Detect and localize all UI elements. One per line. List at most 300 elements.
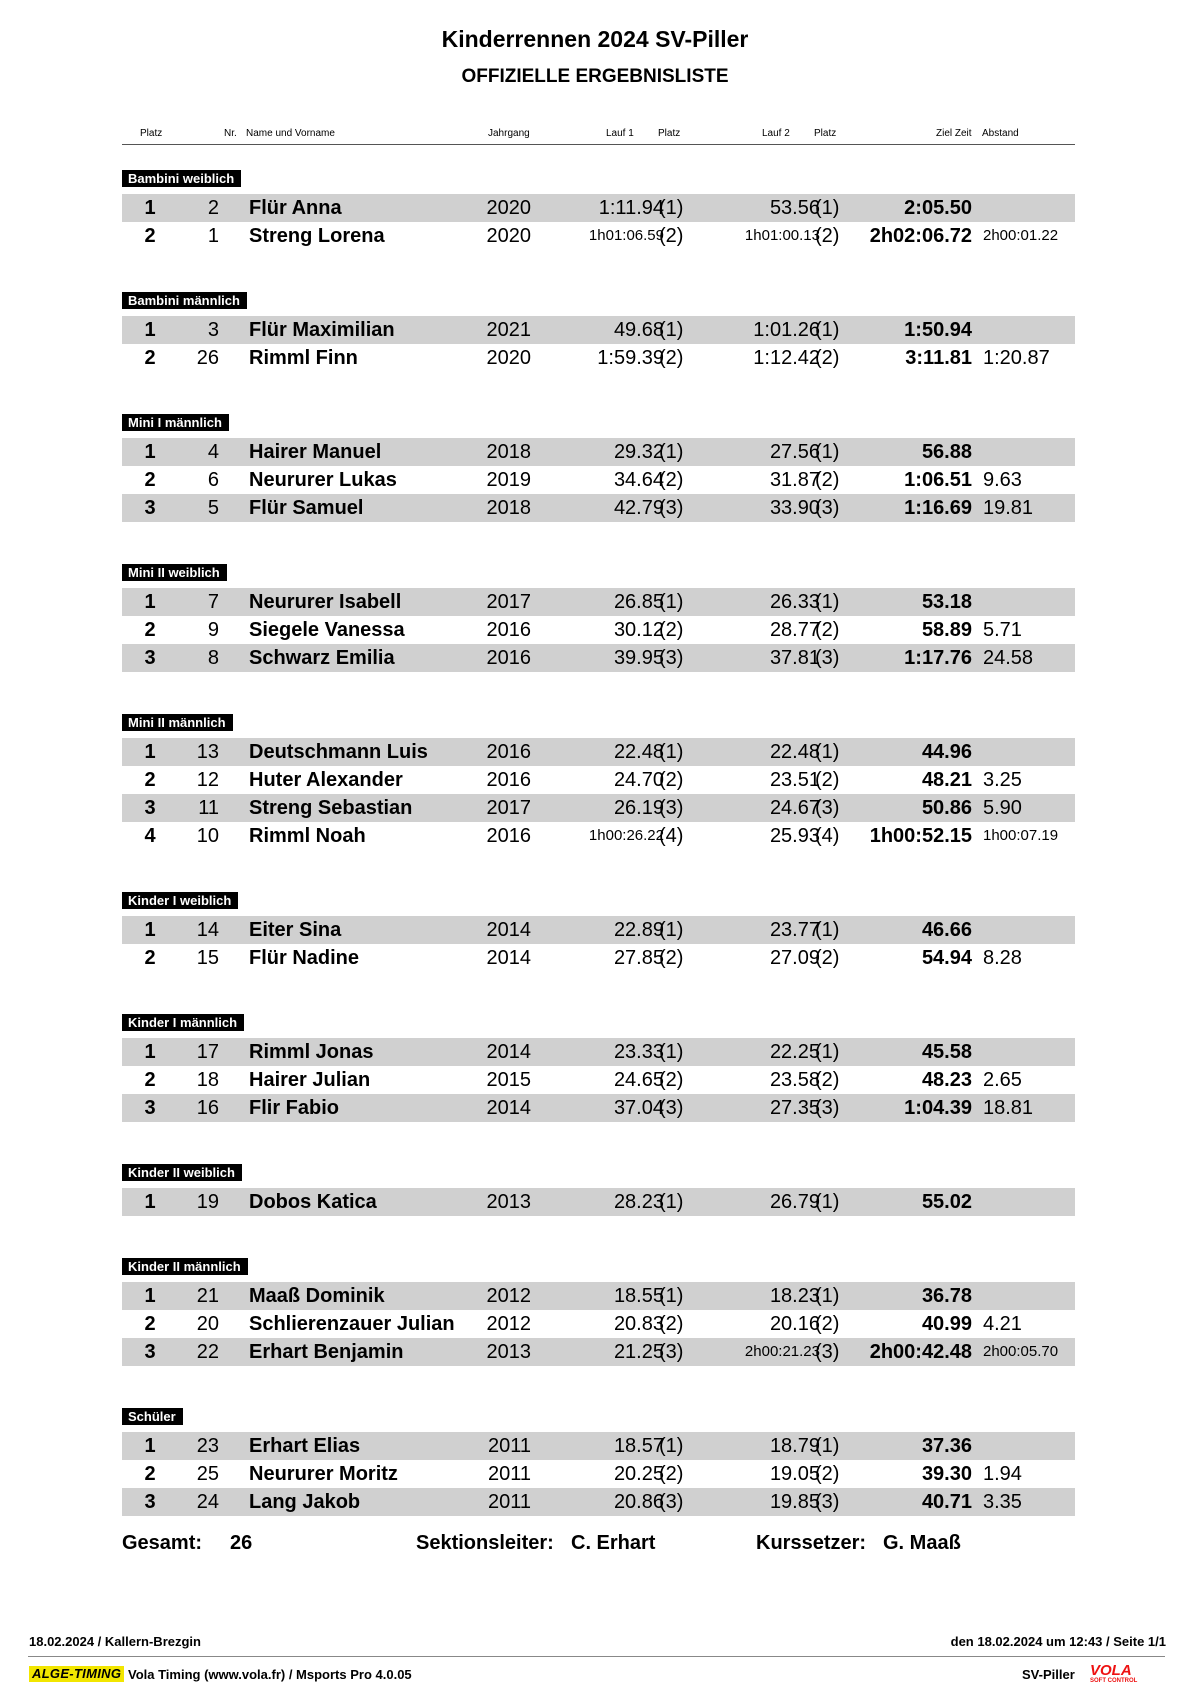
- table-row: [122, 1094, 1075, 1122]
- category-label: Mini II weiblich: [122, 564, 227, 581]
- cell-ziel: 40.99: [921, 1313, 972, 1335]
- cell-platz: 1: [144, 197, 156, 219]
- cell-nr: 16: [196, 1097, 219, 1119]
- category-label: Bambini weiblich: [122, 170, 241, 187]
- cell-nr: 14: [196, 919, 219, 941]
- cell-abstand: 2h00:05.70: [983, 1343, 1059, 1360]
- cell-p2: (3): [815, 797, 840, 819]
- cell-platz: 1: [144, 1191, 156, 1213]
- cell-abstand: 2h00:01.22: [983, 227, 1059, 244]
- cell-platz: 2: [144, 1463, 156, 1485]
- alge-logo: ALGE-TIMING: [29, 1666, 124, 1682]
- cell-jahrgang: 2020: [486, 225, 531, 247]
- col-name: Name und Vorname: [246, 128, 335, 139]
- cell-p1: (3): [659, 797, 684, 819]
- cell-abstand: 18.81: [983, 1097, 1034, 1119]
- cell-lauf1: 24.70: [613, 769, 664, 791]
- cell-p1: (1): [659, 1285, 684, 1307]
- cell-jahrgang: 2012: [486, 1285, 531, 1307]
- cell-jahrgang: 2016: [486, 647, 531, 669]
- cell-lauf1: 29.32: [613, 441, 664, 463]
- cell-p2: (2): [815, 225, 840, 247]
- cell-lauf1: 1:11.94: [598, 197, 664, 219]
- cell-lauf2: 26.33: [769, 591, 820, 613]
- cell-nr: 15: [196, 947, 219, 969]
- cell-name: Flür Maximilian: [249, 319, 395, 341]
- cell-platz: 1: [144, 1285, 156, 1307]
- col-lauf2: Lauf 2: [762, 128, 790, 139]
- cell-jahrgang: 2014: [486, 919, 531, 941]
- table-row: [122, 1338, 1075, 1366]
- cell-ziel: 2h00:42.48: [869, 1341, 972, 1363]
- cell-nr: 9: [207, 619, 219, 641]
- cell-p1: (3): [659, 497, 684, 519]
- vola-logo-tagline: SOFT CONTROL: [1090, 1678, 1138, 1684]
- table-row: [122, 616, 1075, 644]
- cell-jahrgang: 2018: [486, 497, 531, 519]
- cell-nr: 7: [207, 591, 219, 613]
- cell-lauf1: 26.85: [613, 591, 664, 613]
- cell-p2: (2): [815, 769, 840, 791]
- cell-platz: 2: [144, 1313, 156, 1335]
- cell-ziel: 36.78: [921, 1285, 972, 1307]
- cell-ziel: 48.21: [921, 769, 972, 791]
- cell-platz: 1: [144, 441, 156, 463]
- table-row: [122, 588, 1075, 616]
- cell-nr: 25: [196, 1463, 219, 1485]
- cell-p1: (2): [659, 947, 684, 969]
- cell-p2: (3): [815, 1491, 840, 1513]
- table-row: [122, 794, 1075, 822]
- cell-lauf1: 26.19: [613, 797, 664, 819]
- cell-p2: (4): [815, 825, 840, 847]
- cell-jahrgang: 2019: [486, 469, 531, 491]
- cell-ziel: 39.30: [921, 1463, 972, 1485]
- cell-abstand: 3.35: [983, 1491, 1022, 1513]
- total-label: Gesamt:: [122, 1532, 203, 1554]
- cell-p2: (2): [815, 1313, 840, 1335]
- cell-ziel: 54.94: [921, 947, 972, 969]
- cell-p1: (3): [659, 1341, 684, 1363]
- cell-p2: (1): [815, 1285, 840, 1307]
- col-jahrgang: Jahrgang: [488, 128, 530, 139]
- cell-abstand: 24.58: [983, 647, 1034, 669]
- cell-jahrgang: 2013: [486, 1191, 531, 1213]
- cell-lauf2: 23.58: [769, 1069, 820, 1091]
- cell-p1: (2): [659, 1463, 684, 1485]
- cell-nr: 10: [196, 825, 219, 847]
- cell-name: Siegele Vanessa: [249, 619, 405, 641]
- cell-name: Rimml Noah: [249, 825, 366, 847]
- cell-ziel: 37.36: [921, 1435, 972, 1457]
- cell-p2: (1): [815, 741, 840, 763]
- category-label: Mini II männlich: [122, 714, 233, 731]
- cell-nr: 20: [196, 1313, 219, 1335]
- cell-ziel: 1:06.51: [904, 469, 972, 491]
- table-row: [122, 222, 1075, 250]
- cell-p2: (1): [815, 919, 840, 941]
- cell-name: Rimml Jonas: [249, 1041, 374, 1063]
- cell-ziel: 53.18: [921, 591, 972, 613]
- cell-platz: 3: [144, 1341, 156, 1363]
- cell-abstand: 1h00:07.19: [983, 827, 1059, 844]
- vola-logo-text: VOLA: [1090, 1662, 1132, 1679]
- cell-name: Neururer Lukas: [249, 469, 397, 491]
- cell-platz: 2: [144, 947, 156, 969]
- cell-p1: (2): [659, 347, 684, 369]
- cell-ziel: 1:16.69: [904, 497, 972, 519]
- cell-nr: 12: [196, 769, 219, 791]
- cell-abstand: 8.28: [983, 947, 1022, 969]
- cell-p2: (3): [815, 1341, 840, 1363]
- course-setter-value: G. Maaß: [883, 1532, 961, 1554]
- cell-jahrgang: 2020: [486, 347, 531, 369]
- cell-lauf1: 18.57: [613, 1435, 664, 1457]
- cell-ziel: 56.88: [921, 441, 972, 463]
- cell-lauf2: 27.56: [769, 441, 820, 463]
- cell-nr: 2: [207, 197, 219, 219]
- cell-ziel: 44.96: [921, 741, 972, 763]
- cell-nr: 1: [207, 225, 219, 247]
- cell-abstand: 4.21: [983, 1313, 1022, 1335]
- cell-lauf1: 49.68: [613, 319, 664, 341]
- cell-jahrgang: 2016: [486, 825, 531, 847]
- cell-ziel: 2h02:06.72: [869, 225, 972, 247]
- cell-p2: (2): [815, 1069, 840, 1091]
- cell-lauf2: 19.85: [769, 1491, 820, 1513]
- cell-platz: 2: [144, 619, 156, 641]
- cell-platz: 3: [144, 1491, 156, 1513]
- table-row: [122, 316, 1075, 344]
- cell-jahrgang: 2020: [486, 197, 531, 219]
- cell-nr: 6: [207, 469, 219, 491]
- cell-p1: (2): [659, 1313, 684, 1335]
- cell-name: Lang Jakob: [249, 1491, 361, 1513]
- category-label: Mini I männlich: [122, 414, 229, 431]
- cell-lauf1: 24.65: [613, 1069, 664, 1091]
- cell-lauf2: 1:12.42: [753, 347, 820, 369]
- cell-lauf2: 1:01.26: [753, 319, 820, 341]
- cell-name: Erhart Elias: [249, 1435, 361, 1457]
- table-row: [122, 1038, 1075, 1066]
- cell-name: Flir Fabio: [249, 1097, 339, 1119]
- footer-date-location: 18.02.2024 / Kallern-Brezgin: [29, 1634, 201, 1649]
- cell-jahrgang: 2014: [486, 1097, 531, 1119]
- section-leader-value: C. Erhart: [571, 1532, 656, 1554]
- cell-ziel: 45.58: [921, 1041, 972, 1063]
- cell-lauf2: 23.77: [769, 919, 820, 941]
- cell-lauf2: 25.93: [769, 825, 820, 847]
- cell-lauf1: 20.86: [613, 1491, 664, 1513]
- category-label: Kinder II männlich: [122, 1258, 248, 1275]
- cell-abstand: 3.25: [983, 769, 1022, 791]
- cell-nr: 26: [196, 347, 219, 369]
- cell-p1: (1): [659, 319, 684, 341]
- cell-ziel: 2:05.50: [904, 197, 972, 219]
- cell-jahrgang: 2011: [487, 1463, 531, 1485]
- cell-lauf1: 34.64: [613, 469, 664, 491]
- table-row: [122, 738, 1075, 766]
- cell-abstand: 2.65: [983, 1069, 1022, 1091]
- category-label: Kinder I weiblich: [122, 892, 238, 909]
- table-row: [122, 1432, 1075, 1460]
- cell-p1: (2): [659, 469, 684, 491]
- col-abstand: Abstand: [982, 128, 1019, 139]
- cell-jahrgang: 2018: [486, 441, 531, 463]
- cell-ziel: 1:50.94: [904, 319, 972, 341]
- cell-platz: 2: [144, 469, 156, 491]
- cell-abstand: 19.81: [983, 497, 1034, 519]
- cell-name: Streng Sebastian: [249, 797, 413, 819]
- cell-platz: 2: [144, 347, 156, 369]
- cell-name: Flür Anna: [249, 197, 342, 219]
- cell-lauf2: 18.79: [769, 1435, 820, 1457]
- cell-platz: 3: [144, 497, 156, 519]
- cell-platz: 3: [144, 1097, 156, 1119]
- table-row: [122, 766, 1075, 794]
- cell-p2: (1): [815, 319, 840, 341]
- cell-p2: (1): [815, 1041, 840, 1063]
- table-row: [122, 1310, 1075, 1338]
- cell-lauf2: 18.23: [769, 1285, 820, 1307]
- cell-lauf2: 22.48: [769, 741, 820, 763]
- cell-platz: 1: [144, 591, 156, 613]
- cell-p2: (1): [815, 1191, 840, 1213]
- cell-name: Dobos Katica: [249, 1191, 377, 1213]
- table-row: [122, 466, 1075, 494]
- cell-name: Maaß Dominik: [249, 1285, 385, 1307]
- cell-nr: 5: [207, 497, 219, 519]
- table-row: [122, 1188, 1075, 1216]
- cell-ziel: 48.23: [921, 1069, 972, 1091]
- section-leader-label: Sektionsleiter:: [416, 1532, 554, 1554]
- cell-lauf1: 18.55: [613, 1285, 664, 1307]
- cell-platz: 1: [144, 919, 156, 941]
- cell-ziel: 40.71: [921, 1491, 972, 1513]
- cell-p2: (3): [815, 497, 840, 519]
- cell-p1: (1): [659, 919, 684, 941]
- cell-lauf2: 20.16: [769, 1313, 820, 1335]
- cell-platz: 1: [144, 319, 156, 341]
- table-row: [122, 438, 1075, 466]
- cell-platz: 1: [144, 741, 156, 763]
- cell-lauf2: 27.35: [769, 1097, 820, 1119]
- cell-lauf1: 1h01:06.59: [588, 227, 664, 244]
- table-row: [122, 822, 1075, 850]
- cell-jahrgang: 2011: [487, 1435, 531, 1457]
- cell-name: Erhart Benjamin: [249, 1341, 404, 1363]
- table-row: [122, 1488, 1075, 1516]
- cell-nr: 19: [196, 1191, 219, 1213]
- footer-printed: den 18.02.2024 um 12:43 / Seite 1/1: [950, 1634, 1166, 1649]
- cell-jahrgang: 2017: [486, 591, 531, 613]
- cell-platz: 2: [144, 769, 156, 791]
- cell-p1: (1): [659, 1191, 684, 1213]
- page-subtitle: OFFIZIELLE ERGEBNISLISTE: [461, 66, 729, 87]
- cell-ziel: 1:04.39: [904, 1097, 972, 1119]
- cell-abstand: 1:20.87: [983, 347, 1050, 369]
- cell-p1: (4): [659, 825, 684, 847]
- cell-lauf2: 26.79: [769, 1191, 820, 1213]
- cell-nr: 4: [207, 441, 219, 463]
- category-label: Schüler: [122, 1408, 183, 1425]
- table-row: [122, 494, 1075, 522]
- cell-p1: (2): [659, 1069, 684, 1091]
- cell-p1: (1): [659, 197, 684, 219]
- cell-platz: 4: [144, 825, 156, 847]
- cell-lauf1: 28.23: [613, 1191, 664, 1213]
- cell-lauf1: 37.04: [613, 1097, 664, 1119]
- cell-lauf2: 33.90: [769, 497, 820, 519]
- col-lauf1: Lauf 1: [606, 128, 634, 139]
- cell-abstand: 9.63: [983, 469, 1022, 491]
- cell-p2: (2): [815, 469, 840, 491]
- cell-name: Neururer Isabell: [249, 591, 402, 613]
- cell-jahrgang: 2013: [486, 1341, 531, 1363]
- cell-ziel: 46.66: [921, 919, 972, 941]
- cell-lauf1: 22.89: [613, 919, 664, 941]
- cell-nr: 3: [207, 319, 219, 341]
- cell-lauf1: 30.12: [613, 619, 664, 641]
- category-label: Bambini männlich: [122, 292, 247, 309]
- cell-ziel: 1h00:52.15: [869, 825, 972, 847]
- cell-p2: (1): [815, 591, 840, 613]
- cell-p2: (1): [815, 441, 840, 463]
- footer-software: Vola Timing (www.vola.fr) / Msports Pro 4.0.05: [128, 1667, 412, 1682]
- table-row: [122, 1460, 1075, 1488]
- cell-lauf1: 27.85: [613, 947, 664, 969]
- cell-name: Deutschmann Luis: [249, 741, 428, 763]
- cell-platz: 2: [144, 1069, 156, 1091]
- cell-nr: 13: [196, 741, 219, 763]
- cell-nr: 17: [196, 1041, 219, 1063]
- footer-divider: [28, 1656, 1165, 1657]
- cell-name: Neururer Moritz: [249, 1463, 398, 1485]
- cell-name: Eiter Sina: [249, 919, 342, 941]
- cell-jahrgang: 2016: [486, 769, 531, 791]
- cell-lauf2: 37.81: [769, 647, 820, 669]
- col-platz: Platz: [140, 128, 163, 139]
- footer-club: SV-Piller: [1022, 1667, 1075, 1682]
- cell-jahrgang: 2017: [486, 797, 531, 819]
- cell-lauf1: 21.25: [613, 1341, 664, 1363]
- cell-name: Flür Nadine: [249, 947, 360, 969]
- cell-p2: (2): [815, 947, 840, 969]
- cell-lauf2: 22.25: [769, 1041, 820, 1063]
- cell-lauf2: 2h00:21.23: [744, 1343, 820, 1360]
- col-nr: Nr.: [224, 128, 237, 139]
- cell-name: Schlierenzauer Julian: [249, 1313, 455, 1335]
- cell-nr: 22: [196, 1341, 219, 1363]
- cell-platz: 2: [144, 225, 156, 247]
- cell-lauf2: 31.87: [769, 469, 820, 491]
- table-row: [122, 944, 1075, 972]
- cell-nr: 21: [196, 1285, 219, 1307]
- cell-jahrgang: 2016: [486, 619, 531, 641]
- table-row: [122, 1066, 1075, 1094]
- cell-platz: 1: [144, 1041, 156, 1063]
- cell-p1: (1): [659, 741, 684, 763]
- cell-p1: (2): [659, 225, 684, 247]
- cell-lauf2: 23.51: [769, 769, 820, 791]
- cell-lauf1: 20.83: [613, 1313, 664, 1335]
- cell-jahrgang: 2016: [486, 741, 531, 763]
- col-platz2: Platz: [814, 128, 837, 139]
- cell-lauf1: 20.25: [613, 1463, 664, 1485]
- cell-ziel: 50.86: [921, 797, 972, 819]
- cell-abstand: 5.71: [983, 619, 1022, 641]
- col-platz1: Platz: [658, 128, 681, 139]
- cell-p2: (2): [815, 1463, 840, 1485]
- col-zielzeit: Ziel Zeit: [936, 128, 972, 139]
- cell-nr: 18: [196, 1069, 219, 1091]
- cell-abstand: 5.90: [983, 797, 1022, 819]
- cell-name: Hairer Julian: [249, 1069, 371, 1091]
- cell-ziel: 55.02: [921, 1191, 972, 1213]
- vola-logo: [1090, 1664, 1137, 1684]
- category-label: Kinder I männlich: [122, 1014, 244, 1031]
- cell-lauf1: 22.48: [613, 741, 664, 763]
- cell-p2: (1): [815, 1435, 840, 1457]
- cell-nr: 24: [196, 1491, 219, 1513]
- cell-name: Rimml Finn: [249, 347, 358, 369]
- cell-lauf2: 53.56: [769, 197, 820, 219]
- cell-jahrgang: 2011: [487, 1491, 531, 1513]
- cell-p1: (1): [659, 1041, 684, 1063]
- cell-p2: (2): [815, 619, 840, 641]
- cell-p2: (2): [815, 347, 840, 369]
- total-value: 26: [230, 1532, 253, 1554]
- cell-p1: (2): [659, 769, 684, 791]
- cell-p1: (3): [659, 1491, 684, 1513]
- page-title: Kinderrennen 2024 SV-Piller: [441, 26, 749, 52]
- cell-p2: (3): [815, 1097, 840, 1119]
- cell-p1: (3): [659, 647, 684, 669]
- cell-jahrgang: 2021: [486, 319, 531, 341]
- cell-lauf1: 1h00:26.22: [588, 827, 664, 844]
- cell-lauf2: 24.67: [769, 797, 820, 819]
- cell-lauf2: 19.05: [769, 1463, 820, 1485]
- table-row: [122, 644, 1075, 672]
- cell-lauf1: 23.33: [613, 1041, 664, 1063]
- cell-name: Schwarz Emilia: [249, 647, 395, 669]
- cell-ziel: 3:11.81: [905, 347, 972, 369]
- cell-lauf1: 39.95: [613, 647, 664, 669]
- category-label: Kinder II weiblich: [122, 1164, 242, 1181]
- cell-jahrgang: 2015: [486, 1069, 531, 1091]
- cell-jahrgang: 2014: [486, 1041, 531, 1063]
- cell-p1: (1): [659, 441, 684, 463]
- table-row: [122, 916, 1075, 944]
- cell-lauf2: 27.09: [769, 947, 820, 969]
- cell-p2: (3): [815, 647, 840, 669]
- cell-name: Streng Lorena: [249, 225, 385, 247]
- cell-abstand: 1.94: [983, 1463, 1022, 1485]
- cell-jahrgang: 2012: [486, 1313, 531, 1335]
- cell-jahrgang: 2014: [486, 947, 531, 969]
- course-setter-label: Kurssetzer:: [756, 1532, 867, 1554]
- cell-lauf1: 1:59.39: [597, 347, 664, 369]
- cell-ziel: 1:17.76: [904, 647, 972, 669]
- cell-ziel: 58.89: [921, 619, 972, 641]
- cell-lauf1: 42.79: [613, 497, 664, 519]
- table-row: [122, 1282, 1075, 1310]
- cell-name: Huter Alexander: [249, 769, 403, 791]
- cell-p1: (2): [659, 619, 684, 641]
- cell-name: Hairer Manuel: [249, 441, 382, 463]
- cell-platz: 3: [144, 797, 156, 819]
- cell-p1: (1): [659, 591, 684, 613]
